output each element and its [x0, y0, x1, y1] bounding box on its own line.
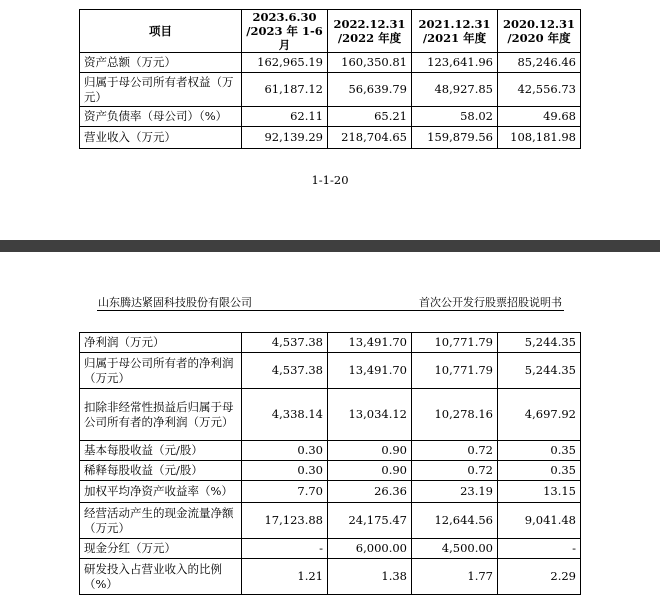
row-label: 稀释每股收益（元/股） [80, 461, 242, 481]
cell-value: 4,537.38 [242, 333, 328, 353]
cell-value: 92,139.29 [242, 127, 328, 149]
cell-value: 62.11 [242, 107, 328, 127]
row-label: 经营活动产生的现金流量净额（万元） [80, 503, 242, 539]
table-row [80, 503, 581, 539]
cell-value: 56,639.79 [328, 73, 412, 107]
row-label: 加权平均净资产收益率（%） [80, 481, 242, 503]
cell-value: 2.29 [498, 559, 581, 595]
cell-value: 42,556.73 [498, 73, 581, 107]
cell-value: 218,704.65 [328, 127, 412, 149]
cell-value: 23.19 [412, 481, 498, 503]
cell-value: 123,641.96 [412, 53, 498, 73]
row-label: 资产负债率（母公司）（%） [80, 107, 242, 127]
cell-value: 0.30 [242, 461, 328, 481]
cell-value: 4,500.00 [412, 539, 498, 559]
cell-value: 13.15 [498, 481, 581, 503]
cell-value: 65.21 [328, 107, 412, 127]
cell-value: 160,350.81 [328, 53, 412, 73]
company-name: 山东腾达紧固科技股份有限公司 [98, 296, 252, 309]
table-row [80, 73, 581, 107]
cell-value: 61,187.12 [242, 73, 328, 107]
table-row [80, 481, 581, 503]
cell-value: 9,041.48 [498, 503, 581, 539]
header-period-2021: 2021.12.31 /2021 年度 [412, 10, 498, 53]
row-label: 归属于母公司所有者权益（万元） [80, 73, 242, 107]
cell-value: 5,244.35 [498, 333, 581, 353]
cell-value: 26.36 [328, 481, 412, 503]
row-label: 归属于母公司所有者的净利润（万元） [80, 353, 242, 389]
table-row [80, 53, 581, 73]
cell-value: 7.70 [242, 481, 328, 503]
cell-value: 0.72 [412, 441, 498, 461]
cell-value: 4,537.38 [242, 353, 328, 389]
row-label: 扣除非经常性损益后归属于母公司所有者的净利润（万元） [80, 389, 242, 441]
header-period-2023: 2023.6.30 /2023 年 1-6 月 [242, 10, 328, 53]
row-label: 营业收入（万元） [80, 127, 242, 149]
table-row [80, 389, 581, 441]
table-row [80, 539, 581, 559]
header-period-2020: 2020.12.31 /2020 年度 [498, 10, 581, 53]
cell-value: 10,278.16 [412, 389, 498, 441]
cell-value: - [498, 539, 581, 559]
cell-value: 0.90 [328, 441, 412, 461]
row-label: 基本每股收益（元/股） [80, 441, 242, 461]
cell-value: 13,491.70 [328, 333, 412, 353]
cell-value: 13,491.70 [328, 353, 412, 389]
cell-value: 5,244.35 [498, 353, 581, 389]
header-rule [97, 310, 564, 311]
cell-value: 1.77 [412, 559, 498, 595]
header-period-2022: 2022.12.31 /2022 年度 [328, 10, 412, 53]
cell-value: 162,965.19 [242, 53, 328, 73]
cell-value: 0.30 [242, 441, 328, 461]
row-label: 现金分红（万元） [80, 539, 242, 559]
cell-value: 1.38 [328, 559, 412, 595]
cell-value: 85,246.46 [498, 53, 581, 73]
cell-value: 24,175.47 [328, 503, 412, 539]
cell-value: 13,034.12 [328, 389, 412, 441]
cell-value: 159,879.56 [412, 127, 498, 149]
cell-value: 0.35 [498, 461, 581, 481]
table-row [80, 333, 581, 353]
cell-value: 12,644.56 [412, 503, 498, 539]
cell-value: 49.68 [498, 107, 581, 127]
cell-value: 6,000.00 [328, 539, 412, 559]
row-label: 资产总额（万元） [80, 53, 242, 73]
table-header-row [80, 10, 581, 53]
cell-value: 1.21 [242, 559, 328, 595]
financial-table-2 [79, 332, 581, 595]
cell-value: 48,927.85 [412, 73, 498, 107]
cell-value: 108,181.98 [498, 127, 581, 149]
cell-value: 4,697.92 [498, 389, 581, 441]
table-row [80, 127, 581, 149]
cell-value: 10,771.79 [412, 333, 498, 353]
table-row [80, 441, 581, 461]
row-label: 净利润（万元） [80, 333, 242, 353]
row-label: 研发投入占营业收入的比例（%） [80, 559, 242, 595]
page-number: 1-1-20 [311, 173, 349, 187]
table-row [80, 107, 581, 127]
cell-value: 58.02 [412, 107, 498, 127]
cell-value: 17,123.88 [242, 503, 328, 539]
cell-value: 4,338.14 [242, 389, 328, 441]
document-title: 首次公开发行股票招股说明书 [419, 296, 562, 309]
cell-value: 0.72 [412, 461, 498, 481]
cell-value: - [242, 539, 328, 559]
cell-value: 0.35 [498, 441, 581, 461]
cell-value: 0.90 [328, 461, 412, 481]
cell-value: 10,771.79 [412, 353, 498, 389]
page-gap [0, 240, 660, 252]
table-row [80, 559, 581, 595]
table-row [80, 353, 581, 389]
table-row [80, 461, 581, 481]
header-item: 项目 [80, 10, 242, 53]
financial-table-1 [79, 9, 581, 149]
